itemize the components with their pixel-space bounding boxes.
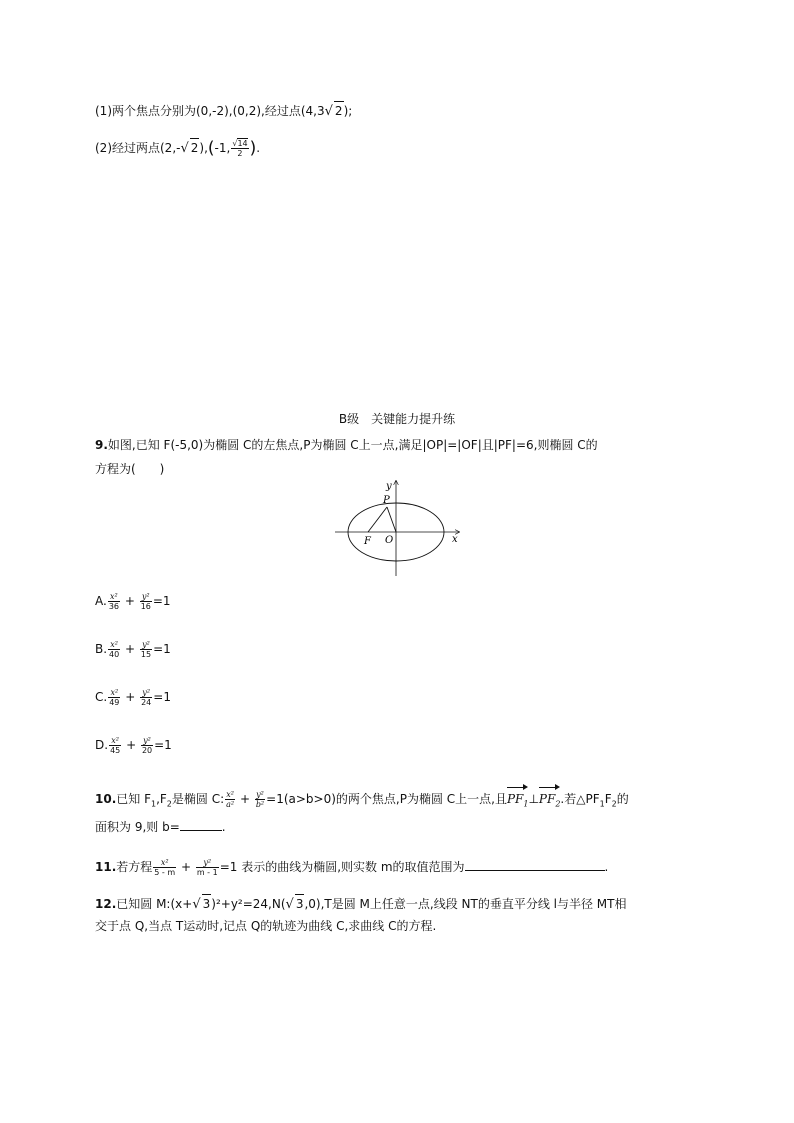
option-c[interactable]: C. $\frac{\text{x²}}{49}$ + $\frac{\text{y²}}{24}$ =1: [95, 688, 171, 707]
q12-line2: [95, 917, 436, 935]
q10-frac2-num: y²: [256, 790, 264, 799]
q12-line2-text: 交于点 Q,当点 T运动时,记点 Q的轨迹为曲线 C,求曲线 C的方程.: [95, 919, 437, 933]
item-2-point-x: -1,: [214, 141, 231, 155]
item-2-prefix: (2)经过两点(2,-: [95, 141, 181, 155]
sqrt-symbol: √: [285, 897, 294, 912]
segment-op: [387, 507, 396, 532]
option-b-letter: B.: [95, 642, 108, 656]
option-d-rhs: =1: [154, 738, 172, 752]
option-b-a2: 40: [109, 650, 120, 659]
option-d-xsq: x²: [109, 736, 121, 746]
option-b-xsq: x²: [108, 640, 120, 650]
q10-mid1: ,F: [156, 792, 167, 806]
option-a-a2: 36: [108, 602, 119, 611]
item-2-suffix: .: [256, 141, 261, 155]
q10-line1: 10.已知 $F_1,F_2$是椭圆 C: $\frac{\text{x²}}{\text{a²}}$ + $\frac{\text{y²}}{\text{b²}}$ =1(a>b>0)的两个焦点,P为椭圆 C上一点,且$PF_1\perp PF_2$.若$\triangle PF_1F_2$的: [95, 786, 629, 813]
q10-frac2-den: b²: [255, 800, 265, 809]
q11-answer-blank[interactable]: [465, 858, 605, 871]
q10-number: 10.: [95, 792, 117, 806]
q10-frac1-den: a²: [226, 800, 235, 809]
option-b-b2: 15: [140, 650, 152, 659]
item-2-frac-den: 2: [237, 149, 243, 158]
q10-frac1-num: x²: [226, 790, 234, 799]
option-d-b2: 20: [141, 746, 153, 755]
q10-tail-mid: F: [604, 792, 612, 806]
q10-frac-x: [225, 790, 235, 809]
q10-vec2-sub: 2: [555, 799, 561, 809]
q10-line2: [95, 818, 226, 836]
q10-line2-end: .: [221, 820, 226, 834]
q12-number: 12.: [95, 897, 117, 911]
q10-vec1-text: PF: [506, 792, 524, 806]
q11-end: .: [604, 860, 609, 874]
option-d-ysq: y²: [141, 736, 153, 746]
item-1-prefix: (1)两个焦点分别为(0,-2),(0,2),经过点(4,3: [95, 104, 325, 118]
option-c-xsq: x²: [108, 688, 120, 698]
section-title: B级 关键能力提升练: [338, 412, 456, 426]
sqrt-symbol: √: [180, 141, 189, 156]
segment-fp: [368, 507, 387, 532]
q10-f2-sub: 2: [166, 799, 172, 809]
item-1-suffix: );: [343, 104, 353, 118]
q10-vec2-text: PF: [538, 792, 556, 806]
option-b-ysq: y²: [140, 640, 152, 650]
q12-line1: [95, 894, 627, 914]
option-c-ysq: y²: [140, 688, 152, 698]
sqrt-symbol-small: √: [232, 139, 238, 148]
right-paren: ): [249, 138, 257, 159]
option-d-a2: 45: [110, 746, 121, 755]
q10-pre: 已知 F: [116, 792, 151, 806]
q9-text-line1: 如图,已知 F(-5,0)为椭圆 C的左焦点,P为椭圆 C上一点,满足|OP|=|OF|且|PF|=6,则椭圆 C的: [107, 438, 598, 452]
left-paren: (: [207, 138, 215, 159]
item-2: [95, 138, 260, 158]
option-c-rhs: =1: [153, 690, 171, 704]
q11-frac-x: [153, 858, 176, 877]
item-1-sqrt: 2: [334, 101, 344, 120]
q12-mid: )²+y²=24,N(: [211, 897, 286, 911]
q10-tail-end: 的: [616, 792, 629, 806]
q11-frac2-num: y²: [196, 858, 219, 868]
q10-vector-pf1: [507, 786, 529, 813]
q10-line2-text: 面积为 9,则 b=: [95, 820, 180, 834]
sqrt-symbol: √: [324, 104, 333, 119]
label-p: P: [383, 495, 390, 506]
option-c-letter: C.: [95, 690, 108, 704]
sqrt-symbol: √: [192, 897, 201, 912]
q10-tail: .若△PF: [560, 792, 600, 806]
q10-mid2: 是椭圆 C:: [171, 792, 225, 806]
ellipse-figure: [333, 478, 463, 578]
q9-line1: [95, 436, 598, 454]
label-f: F: [364, 536, 371, 547]
q12-pre: 已知圆 M:(x+: [116, 897, 193, 911]
label-x: x: [452, 534, 458, 545]
q11-pre: 若方程: [116, 860, 153, 874]
label-o: O: [385, 535, 394, 546]
option-a[interactable]: A. $\frac{\text{x²}}{36}$ + $\frac{\text{y²}}{16}$ =1: [95, 592, 171, 611]
item-2-fraction: [231, 139, 248, 158]
option-d[interactable]: D. $\frac{\text{x²}}{45}$ + $\frac{\text{y²}}{20}$ =1: [95, 736, 172, 755]
q10-vec1-sub: 1: [523, 799, 529, 809]
item-2-frac-num: 14: [237, 139, 248, 148]
q11-frac1-num: x²: [153, 858, 176, 868]
q11-number: 11.: [95, 860, 117, 874]
option-a-b2: 16: [140, 602, 151, 611]
q11-frac-y: [196, 858, 219, 877]
option-a-rhs: =1: [152, 594, 171, 608]
q10-frac-y: [255, 790, 265, 809]
q9-line2: [95, 460, 164, 478]
q11-frac2-den: m - 1: [196, 868, 218, 877]
perp-symbol: ⊥: [528, 792, 539, 806]
q11-line: 11.若方程 $\frac{\text{x²}}{5 - m}$ + $\frac{\text{y²}}{m - 1}$ =1 表示的曲线为椭圆,则实数 m的取值范围为 .: [95, 858, 609, 877]
option-b-rhs: =1: [153, 642, 171, 656]
item-2-middle: ),: [199, 141, 208, 155]
q11-frac1-den: 5 - m: [154, 868, 176, 877]
item-2-sqrt: 2: [190, 138, 200, 157]
q10-tail-sub1: 1: [599, 799, 605, 809]
option-a-xsq: x²: [108, 592, 120, 602]
option-a-letter: A.: [95, 594, 107, 608]
q10-answer-blank[interactable]: [180, 818, 222, 831]
q9-number: 9.: [95, 438, 108, 452]
q10-vector-pf2: [539, 786, 561, 813]
label-y: y: [386, 481, 392, 492]
q10-f1-sub: 1: [150, 799, 157, 809]
option-d-letter: D.: [95, 738, 109, 752]
option-a-ysq: y²: [140, 592, 152, 602]
option-b[interactable]: B. $\frac{\text{x²}}{40}$ + $\frac{\text{y²}}{15}$ =1: [95, 640, 171, 659]
q10-tail-sub2: 2: [611, 799, 617, 809]
q11-post: =1 表示的曲线为椭圆,则实数 m的取值范围为: [219, 860, 465, 874]
option-c-b2: 24: [141, 698, 152, 707]
item-1: [95, 101, 352, 121]
q12-sqrt1: 3: [202, 894, 212, 913]
q12-sqrt2: 3: [295, 894, 305, 913]
q9-text-line2: 方程为( ): [95, 462, 165, 476]
q10-cond: =1(a>b>0)的两个焦点,P为椭圆 C上一点,且: [266, 792, 507, 806]
option-c-a2: 49: [109, 698, 120, 707]
q12-post: ,0),T是圆 M上任意一点,线段 NT的垂直平分线 l与半径 MT相: [304, 897, 627, 911]
